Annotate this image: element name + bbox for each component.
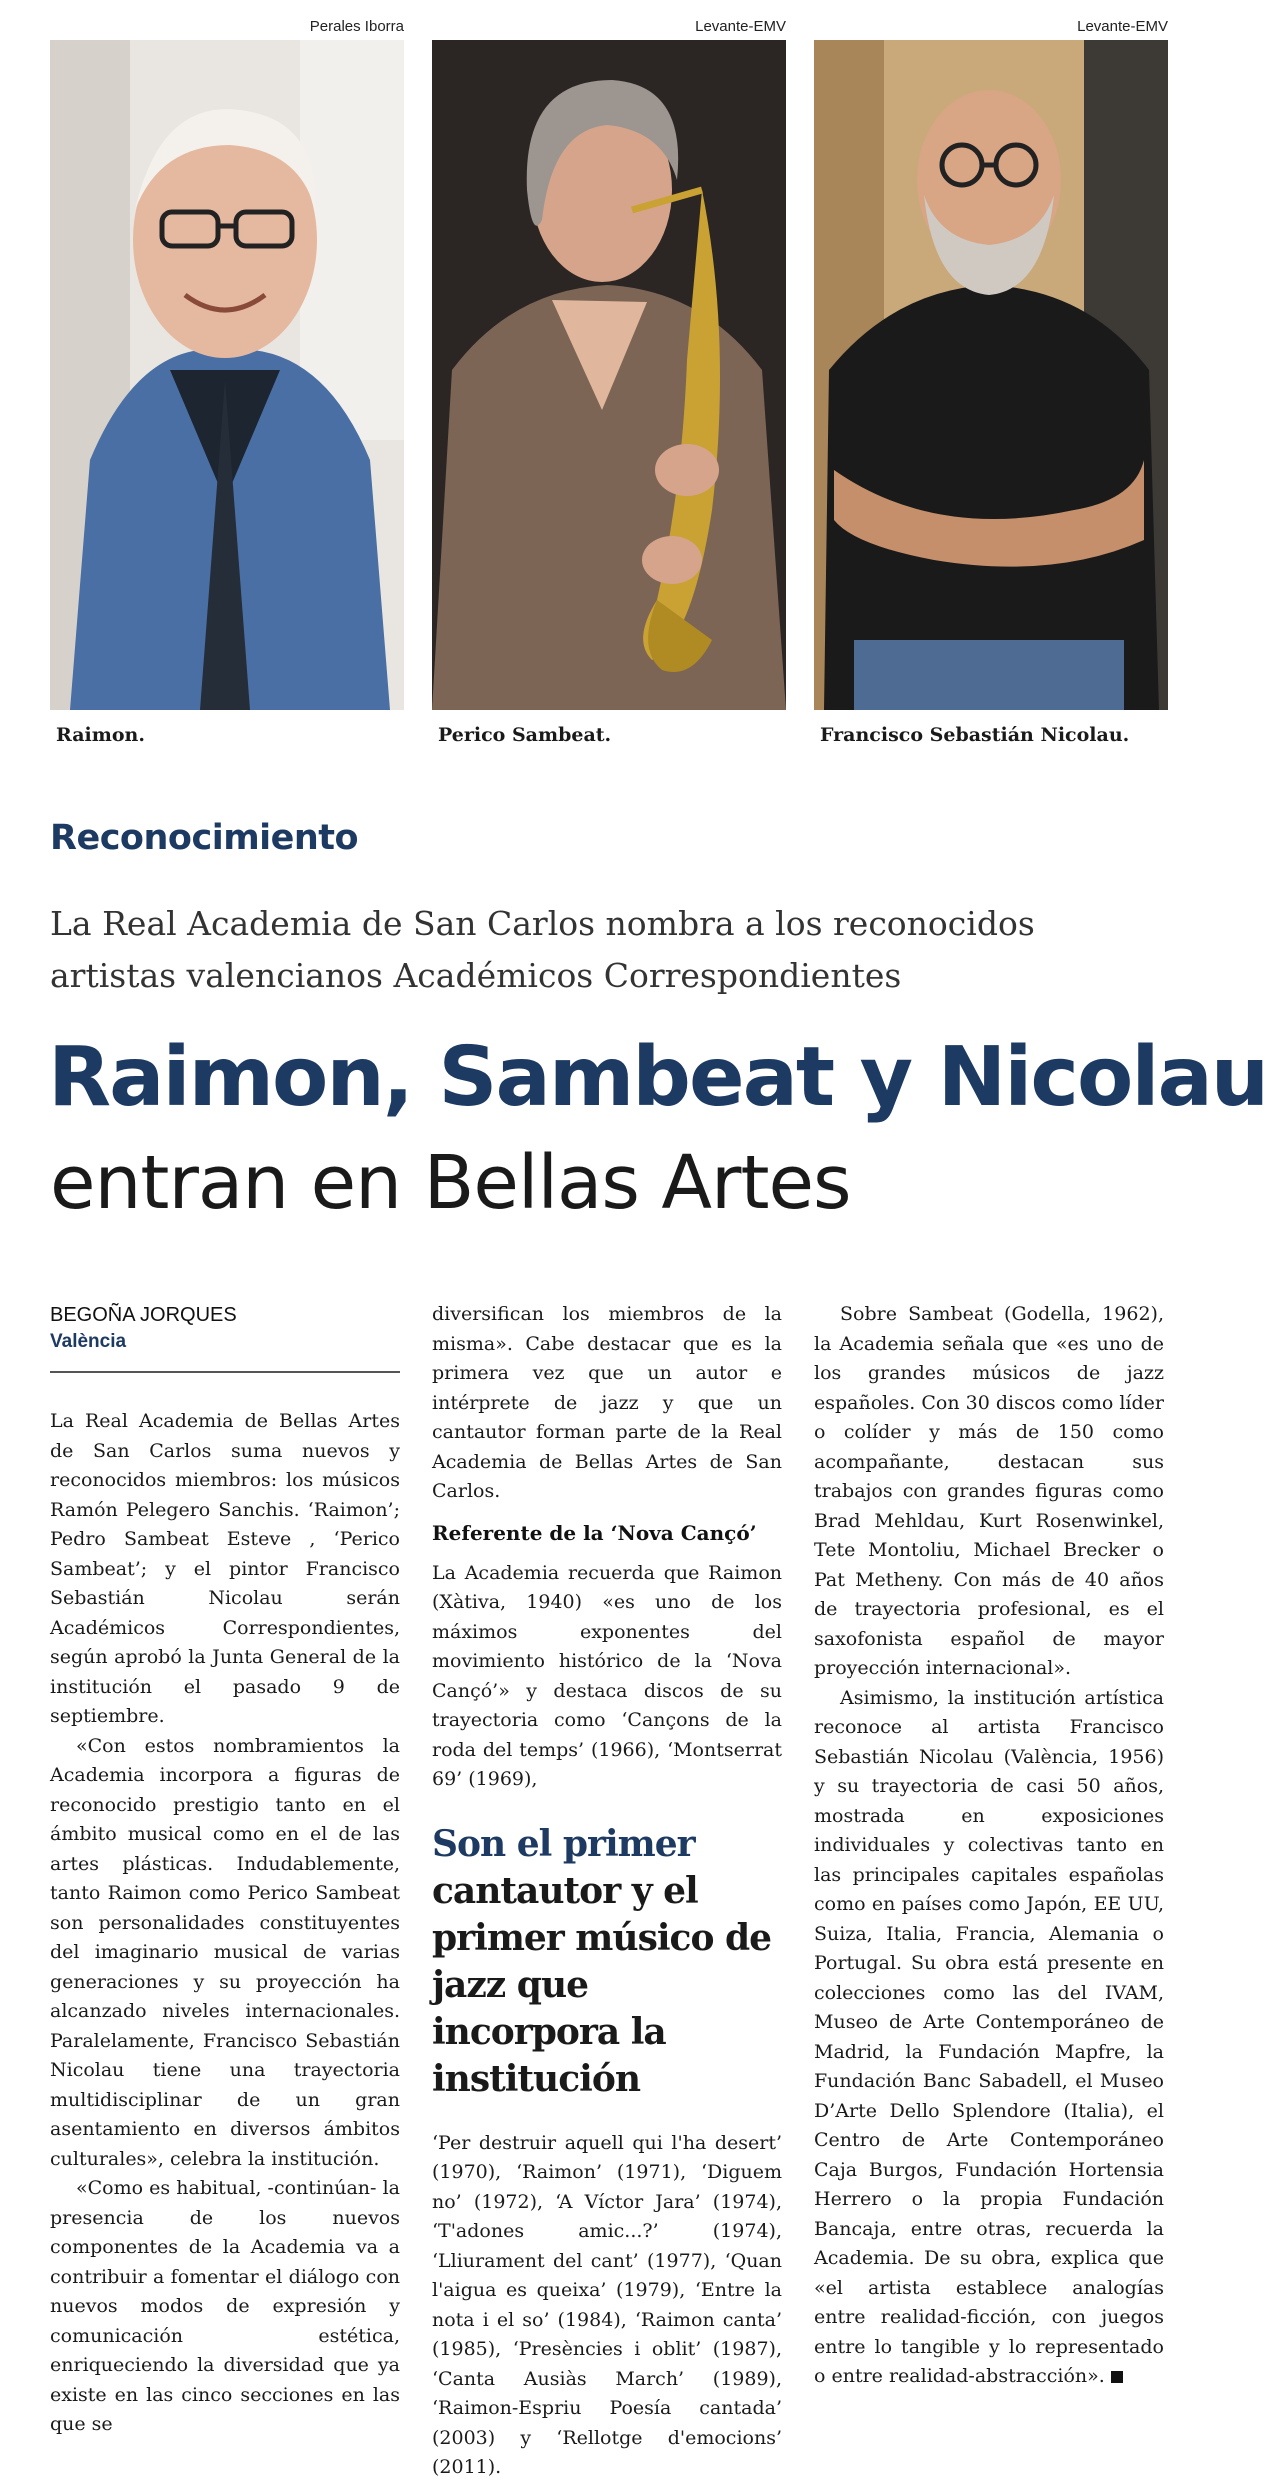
pull-quote-text: cantautor y el primer músico de jazz que incorpora la institución: [432, 1869, 772, 2100]
photo-block-nicolau: [814, 18, 1168, 746]
byline-location: València: [50, 1331, 127, 1352]
photo-caption: Perico Sambeat.: [438, 724, 612, 746]
portrait-image: [50, 40, 404, 710]
article-column-2: [432, 1300, 782, 2483]
paragraph: La Real Academia de Bellas Artes de San Carlos suma nuevos y reconocidos miembros: los músicos Ramón Pelegero Sanchis. ‘Raimon’; Pedro Sambeat Esteve , ‘Perico Sambeat’; y el pintor Francisco Sebastián Nicolau serán Académicos Correspondientes, según aprobó la Junta General de la institución el pasado 9 de septiembre.: [50, 1410, 400, 1727]
end-of-article-mark: [1111, 2371, 1123, 2383]
paragraph: «Con estos nombramientos la Academia incorpora a figuras de reconocido prestigio tanto en el ámbito musical como en el de las artes plásticas. Indudablemente, tanto Raimon como Perico Sambeat son personalidades constituyentes del imaginario musical de varias generaciones y su proyección ha alcanzado niveles internacionales. Paralelamente, Francisco Sebastián Nicolau tiene una trayectoria multidisciplinar de un gran asentamiento en diversos ámbitos culturales», celebra la institución.: [50, 1734, 400, 2170]
photo-block-raimon: [50, 18, 404, 746]
pull-quote-highlight: Son el primer: [432, 1822, 695, 1865]
paragraph: ‘Per destruir aquell qui l'ha desert’ (1970), ‘Raimon’ (1971), ‘Diguem no’ (1972), ‘A Víctor Jara’ (1974), ‘T'adones amic...?’ (1974), ‘Lliurament del cant’ (1977), ‘Quan l'aigua es queixa’ (1979), ‘Entre la nota i el so’ (1984), ‘Raimon canta’ (1985), ‘Presències i oblit’ (1987), ‘Canta Ausiàs March’ (1989), ‘Raimon-Espriu Poesía cantada’ (2003) y ‘Rellotge d'emocions’ (2011).: [432, 2131, 782, 2478]
paragraph-final: [814, 1684, 1164, 2392]
article-subhead: La Real Academia de San Carlos nombra a los reconocidos artistas valencianos Académicos Correspondientes: [50, 904, 1035, 995]
byline-divider: [50, 1371, 400, 1373]
photo-caption: Raimon.: [56, 724, 145, 746]
headline-secondary: entran en Bellas Artes: [50, 1140, 851, 1226]
paragraph-text: Asimismo, la institución artística reconoce al artista Francisco Sebastián Nicolau (València, 1956) y su trayectoria de casi 50 años, mostrada en exposiciones individuales y colectivas tanto en las principales capitales españolas como en países como Japón, EE UU, Suiza, Italia, Francia, Alemania o Portugal. Su obra está presente en colecciones como las del IVAM, Museo de Arte Contemporáneo de Madrid, la Fundación Mapfre, la Fundación Banc Sabadell, el Museo D’Arte Dello Splendore (Italia), el Centro de Arte Contemporáneo Caja Burgos, Fundación Hortensia Herrero o la propia Fundación Bancaja, entre otras, recuerda la Academia. De su obra, explica que «el artista establece analogías entre realidad-ficción, con juegos entre lo tangible y lo representado o entre realidad-abstracción».: [814, 1686, 1164, 2387]
photo-raimon: [50, 40, 404, 710]
photo-credit: Levante-EMV: [1077, 18, 1168, 35]
portrait-image: [432, 40, 786, 710]
photo-sambeat: [432, 40, 786, 710]
paragraph: diversifican los miembros de la misma». Cabe destacar que es la primera vez que un autor e intérprete de jazz y que un cantautor forman parte de la Real Academia de Bellas Artes de San Carlos.: [432, 1303, 782, 1502]
article-column-1: [50, 1300, 400, 2440]
paragraph: «Como es habitual, -continúan- la presencia de los nuevos componentes de la Academia va a contribuir a fomentar el diálogo con nuevos modos de expresión y comunicación estética, enriqueciendo la diversidad que ya existe en las cinco secciones en las que se: [50, 2177, 400, 2435]
paragraph: La Academia recuerda que Raimon (Xàtiva, 1940) «es uno de los máximos exponentes del movimiento histórico de la ‘Nova Cançó’» y destaca discos de su trayectoria como ‘Cançons de la roda del temps’ (1966), ‘Montserrat 69’ (1969),: [432, 1561, 782, 1790]
pull-quote: [432, 1821, 782, 2103]
photo-caption: Francisco Sebastián Nicolau.: [820, 724, 1130, 746]
section-kicker: Reconocimiento: [50, 818, 359, 858]
article-column-3: [814, 1300, 1164, 2392]
photo-block-sambeat: [432, 18, 786, 746]
paragraph: Sobre Sambeat (Godella, 1962), la Academia señala que «es uno de los grandes músicos de jazz españoles. Con 30 discos como líder o colíder y más de 150 como acompañante, destacan sus trabajos con grandes figuras como Brad Mehldau, Kurt Rosenwinkel, Tete Montoliu, Michael Brecker o Pat Metheny. Con más de 40 años de trayectoria profesional, es el saxofonista español de mayor proyección internacional».: [814, 1303, 1164, 1679]
headline-main: Raimon, Sambeat y Nicolau: [48, 1030, 1267, 1125]
photo-credit: Perales Iborra: [309, 18, 404, 35]
portrait-image: [814, 40, 1168, 710]
photo-nicolau: [814, 40, 1168, 710]
byline-author: BEGOÑA JORQUES: [50, 1304, 237, 1326]
section-subheading: Referente de la ‘Nova Cançó’: [432, 1520, 757, 1545]
photo-credit: Levante-EMV: [695, 18, 786, 35]
